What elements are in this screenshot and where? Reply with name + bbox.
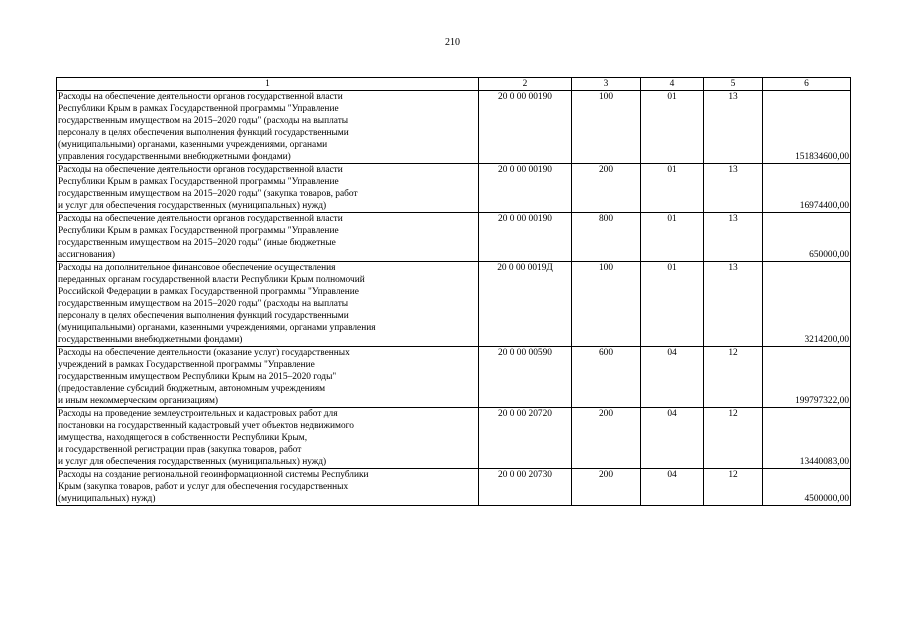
expense-type-code: 100	[572, 262, 641, 347]
subsection-code: 13	[704, 213, 763, 262]
amount: 199797322,00	[763, 347, 851, 408]
table-row	[57, 164, 851, 213]
table-row	[57, 213, 851, 262]
column-header: 3	[572, 78, 641, 91]
expense-description: Расходы на обеспечение деятельности органов государственной власти Республики Крым в рамках Государственной программы "Управление государственным имуществом на 2015–2020 годы" (иные бюджетные ассигнования)	[57, 213, 479, 262]
table-row	[57, 408, 851, 469]
subsection-code: 13	[704, 262, 763, 347]
budget-table	[56, 77, 851, 506]
amount: 16974400,00	[763, 164, 851, 213]
column-header: 4	[641, 78, 704, 91]
column-header: 6	[763, 78, 851, 91]
subsection-code: 12	[704, 408, 763, 469]
section-code: 01	[641, 213, 704, 262]
table-row	[57, 262, 851, 347]
table-row	[57, 91, 851, 164]
amount: 13440083,00	[763, 408, 851, 469]
expense-description: Расходы на создание региональной геоинформационной системы Республики Крым (закупка товаров, работ и услуг для обеспечения государственных (муниципальных) нужд)	[57, 469, 479, 506]
expense-type-code: 100	[572, 91, 641, 164]
expense-type-code: 200	[572, 408, 641, 469]
amount: 3214200,00	[763, 262, 851, 347]
table-row	[57, 469, 851, 506]
target-article-code: 20 0 00 20720	[479, 408, 572, 469]
section-code: 01	[641, 91, 704, 164]
section-code: 01	[641, 262, 704, 347]
target-article-code: 20 0 00 0019Д	[479, 262, 572, 347]
target-article-code: 20 0 00 20730	[479, 469, 572, 506]
amount: 4500000,00	[763, 469, 851, 506]
subsection-code: 13	[704, 91, 763, 164]
expense-type-code: 600	[572, 347, 641, 408]
expense-description: Расходы на проведение землеустроительных и кадастровых работ для постановки на государственный кадастровый учет объектов недвижимого имущества, находящегося в собственности Республики Крым, и государственной регистрации прав (закупка товаров, работ и услуг для обеспечения государственных (муниципальных) нужд)	[57, 408, 479, 469]
amount: 151834600,00	[763, 91, 851, 164]
subsection-code: 12	[704, 469, 763, 506]
page-number: 210	[445, 37, 460, 48]
section-code: 04	[641, 408, 704, 469]
subsection-code: 13	[704, 164, 763, 213]
column-header: 1	[57, 78, 479, 91]
expense-type-code: 200	[572, 164, 641, 213]
expense-type-code: 200	[572, 469, 641, 506]
amount: 650000,00	[763, 213, 851, 262]
section-code: 01	[641, 164, 704, 213]
target-article-code: 20 0 00 00590	[479, 347, 572, 408]
target-article-code: 20 0 00 00190	[479, 91, 572, 164]
expense-type-code: 800	[572, 213, 641, 262]
table-row	[57, 347, 851, 408]
target-article-code: 20 0 00 00190	[479, 213, 572, 262]
expense-description: Расходы на обеспечение деятельности органов государственной власти Республики Крым в рамках Государственной программы "Управление государственным имуществом на 2015–2020 годы" (закупка товаров, работ и услуг для обеспечения государственных (муниципальных) нужд)	[57, 164, 479, 213]
section-code: 04	[641, 347, 704, 408]
column-header: 5	[704, 78, 763, 91]
table-header-row	[57, 78, 851, 91]
subsection-code: 12	[704, 347, 763, 408]
target-article-code: 20 0 00 00190	[479, 164, 572, 213]
column-header: 2	[479, 78, 572, 91]
section-code: 04	[641, 469, 704, 506]
expense-description: Расходы на обеспечение деятельности органов государственной власти Республики Крым в рамках Государственной программы "Управление государственным имуществом на 2015–2020 годы" (расходы на выплаты персоналу в целях обеспечения выполнения функций государственными (муниципальными) органами, казенными учреждениями, органами управления государственными внебюджетными фондами)	[57, 91, 479, 164]
expense-description: Расходы на дополнительное финансовое обеспечение осуществления переданных органам государственной власти Республики Крым полномочий Российской Федерации в рамках Государственной программы "Управление государственным имуществом на 2015–2020 годы" (расходы на выплаты персоналу в целях обеспечения выполнения функций государственными (муниципальными) органами, казенными учреждениями, органами управления государственными внебюджетными фондами)	[57, 262, 479, 347]
expense-description: Расходы на обеспечение деятельности (оказание услуг) государственных учреждений в рамках Государственной программы "Управление государственным имуществом Республики Крым на 2015–2020 годы" (предоставление субсидий бюджетным, автономным учреждениям и иным некоммерческим организациям)	[57, 347, 479, 408]
